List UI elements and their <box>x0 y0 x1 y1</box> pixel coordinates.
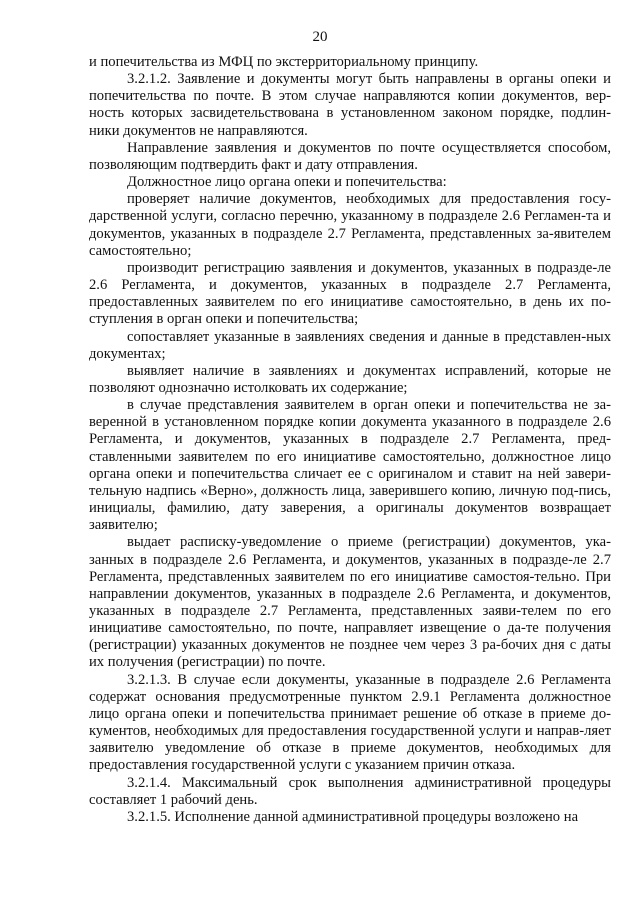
paragraph-mail-method: Направление заявления и документов по почте осуществляется способом, позволяющим подтвердить факт и дату отправления. <box>89 139 611 173</box>
paragraph-detects-corrections: выявляет наличие в заявлениях и документах исправлений, которые не позволяют однозначно истолковать их содержание; <box>89 362 611 396</box>
document-body <box>89 54 611 826</box>
paragraph-3-2-1-3: 3.2.1.3. В случае если документы, указанные в подразделе 2.6 Регламента содержат основания предусмотренные пунктом 2.9.1 Регламента должностное лицо органа опеки и попечительства принимает решение об отказе в приеме до-кументов, необходимых для предоставления государственной услуги и направ-ляет заявителю уведомление об отказе в приеме документов, необходимых для предоставления государственной услуги с указанием причин отказа. <box>89 671 611 774</box>
paragraph-registers-documents: производит регистрацию заявления и документов, указанных в подразде-ле 2.6 Регламента, и документов, указанных в подразделе 2.7 Регламента, предоставленных заявителем по его инициативе самостоятельно, в день их по-ступления в орган опеки и попечительства; <box>89 259 611 328</box>
paragraph-checks-documents: проверяет наличие документов, необходимых для предоставления госу-дарственной услуги, согласно перечню, указанному в подразделе 2.6 Регламен-та и документов, указанных в подразделе 2.7 Регламента, представленных за-явителем самостоятельно; <box>89 191 611 259</box>
paragraph-3-2-1-2: 3.2.1.2. Заявление и документы могут быть направлены в органы опеки и попечительства по почте. В этом случае направляются копии документов, вер-ность которых засвидетельствована в установленном законом порядке, подлин-ники документов не направляются. <box>89 71 611 139</box>
paragraph-3-2-1-5: 3.2.1.5. Исполнение данной административной процедуры возложено на <box>127 808 579 825</box>
paragraph-continuation: и попечительства из МФЦ по экстерриториальному принципу. <box>89 54 479 70</box>
paragraph-official-intro: Должностное лицо органа опеки и попечительства: <box>127 174 447 191</box>
page-number: 20 <box>312 29 328 45</box>
paragraph-certifies-copy: в случае представления заявителем в орган опеки и попечительства не за-веренной в установленном порядке копии документа указанного в подразделе 2.6 Регламента, и документов, указанных в подразделе 2.7 Регламента, пред-ставленными заявителем по его инициативе самостоятельно, должностное лицо органа опеки и попечительства сличает ее с оригиналом и ставит на ней завери-тельную надпись «Верно», должность лица, заверившего копию, личную под-пись, инициалы, фамилию, дату заверения, а оригиналы документов возвращает заявителю; <box>89 397 611 534</box>
paragraph-3-2-1-4: 3.2.1.4. Максимальный срок выполнения административной процедуры составляет 1 рабочий день. <box>89 774 611 808</box>
paragraph-issues-receipt: выдает расписку-уведомление о приеме (регистрации) документов, ука-занных в подразделе 2.6 Регламента, и документов, указанных в подразде-ле 2.7 Регламента, представленных заявителем по его инициативе самостоя-тельно. При направлении документов, указанных в подразделе 2.6 Регламента, и документов, указанных в подразделе 2.7 Регламента, представленных заяви-телем по его инициативе самостоятельно, по почте, направляет извещение о да-те получения (регистрации) указанных документов не позднее чем через 3 ра-бочих дня с даты их получения (регистрации) по почте. <box>89 534 611 671</box>
paragraph-compares-data: сопоставляет указанные в заявлениях сведения и данные в представлен-ных документах; <box>89 328 611 362</box>
